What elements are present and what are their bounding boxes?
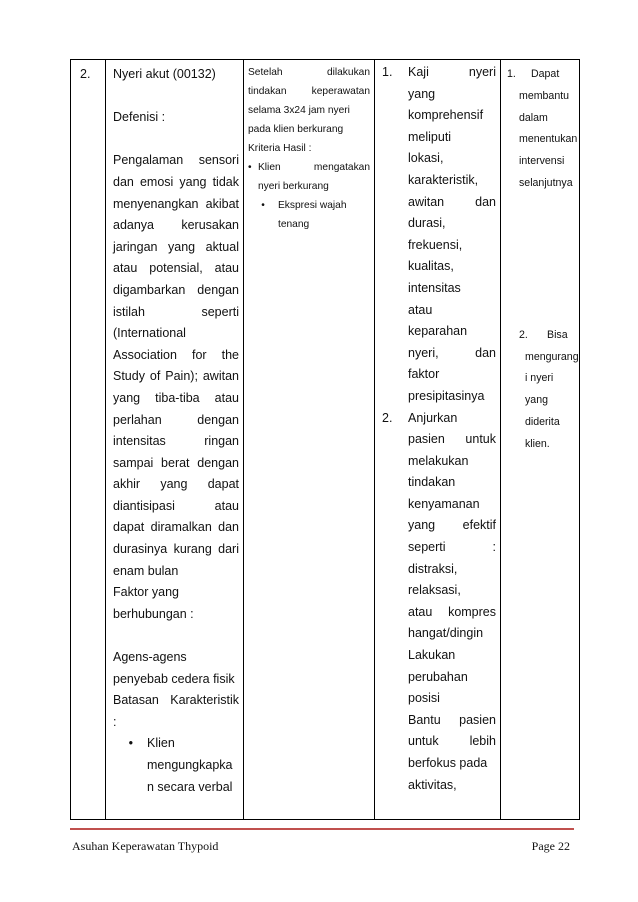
footer-divider — [70, 828, 574, 830]
rationale-cell — [501, 60, 580, 820]
intervention-line: yang — [408, 86, 436, 101]
intervention-line: atau kompres — [408, 604, 496, 619]
row-number-cell — [71, 60, 106, 820]
intervention-line: presipitasinya — [408, 388, 485, 403]
intervention-line: durasi, — [408, 216, 446, 231]
definition-line: Study of Pain); awitan — [113, 369, 239, 384]
bullet-text: n secara verbal — [147, 779, 233, 794]
intervention-line: kenyamanan — [408, 496, 480, 511]
intervention-line: relaksasi, — [408, 583, 461, 598]
intervention-line: posisi — [408, 691, 440, 706]
intervention-line: aktivitas, — [408, 777, 457, 792]
bullet-icon: • — [261, 200, 265, 211]
definition-line: adanya kerusakan — [113, 218, 239, 233]
intervention-line: meliputi — [408, 129, 452, 144]
definition-label: Defenisi : — [113, 110, 166, 125]
definition-line: enam bulan — [113, 563, 179, 578]
intervention-item-2 — [378, 408, 496, 797]
table-row — [71, 60, 580, 820]
criteria-bullet-1 — [248, 158, 370, 177]
rationale-line: i nyeri yang — [525, 372, 554, 407]
definition-line: perlahan dengan — [113, 412, 239, 427]
definition-line: durasinya kurang dari — [113, 542, 239, 557]
intervention-line: frekuensi, — [408, 237, 463, 252]
goals-cell — [244, 60, 375, 820]
intervention-line: Lakukan — [408, 648, 456, 663]
rationale-item-1 — [507, 64, 576, 86]
characteristic-bullet-cont — [113, 777, 239, 799]
intervention-line: distraksi, — [408, 561, 458, 576]
row-number: 2. — [80, 67, 91, 81]
rationale-line: selanjutnya — [519, 176, 573, 189]
goal-line: Setelah dilakukan — [248, 67, 370, 78]
intervention-line: berfokus pada — [408, 756, 488, 770]
intervention-line: lokasi, — [408, 151, 444, 166]
bullet-icon: • — [248, 162, 252, 173]
intervention-line: perubahan — [408, 669, 468, 684]
rationale-line: intervensi — [519, 155, 565, 168]
rationale-line: mengurang — [525, 350, 579, 363]
agents-text: penyebab cedera fisik — [113, 671, 235, 686]
characteristic-bullet-item — [113, 733, 239, 755]
intervention-line: untuk lebih — [408, 734, 496, 749]
definition-line: intensitas ringan — [113, 434, 239, 449]
characteristics-label: Batasan Karakteristik — [113, 693, 239, 708]
rationale-line: Dapat — [531, 68, 560, 80]
rationale-line: menentukan — [519, 133, 578, 146]
bullet-text: Klien — [147, 736, 175, 751]
definition-line: menyenangkan akibat — [113, 196, 239, 211]
related-factors-label: berhubungan : — [113, 606, 194, 621]
goal-line: pada klien berkurang — [248, 124, 344, 135]
related-factors-label: Faktor yang — [113, 585, 180, 600]
intervention-line: karakteristik, — [408, 172, 479, 187]
bullet-text: tenang — [278, 219, 310, 230]
item-number: 2. — [519, 328, 528, 341]
item-number: 1. — [507, 68, 516, 80]
footer-page-number: Page 22 — [531, 839, 570, 853]
intervention-line: seperti : — [408, 540, 496, 555]
intervention-line: Bantu pasien — [408, 712, 496, 727]
rationale-line: Bisa — [547, 328, 568, 341]
intervention-line: Kaji nyeri — [408, 65, 496, 79]
definition-line: Pengalaman sensori — [113, 153, 239, 168]
definition-line: akhir yang dapat — [113, 477, 239, 492]
bullet-text: mengungkapka — [147, 758, 233, 772]
intervention-line: yang efektif — [408, 518, 496, 533]
agents-text: Agens-agens — [113, 650, 187, 665]
definition-text — [113, 150, 239, 582]
intervention-item-1 — [378, 62, 496, 408]
rationale-item-2 — [507, 325, 576, 347]
definition-line: (International — [113, 326, 186, 341]
bullet-text: nyeri berkurang — [258, 181, 329, 192]
bullet-text: Klien mengatakan — [258, 162, 370, 173]
intervention-line: melakukan — [408, 453, 469, 468]
intervention-line: awitan dan — [408, 194, 496, 209]
intervention-line: intensitas — [408, 280, 461, 295]
definition-line: dan emosi yang tidak — [113, 174, 239, 189]
intervention-line: keparahan — [408, 324, 468, 339]
definition-line: dapat diramalkan dan — [113, 520, 239, 535]
criteria-bullet-2 — [248, 196, 370, 215]
intervention-line: Anjurkan — [408, 410, 458, 425]
intervention-line: pasien untuk — [408, 432, 496, 447]
definition-line: digambarkan dengan — [113, 282, 239, 297]
definition-line: yang tiba-tiba atau — [113, 390, 239, 405]
item-number: 1. — [382, 65, 393, 79]
goal-line: tindakan keperawatan — [248, 86, 370, 97]
rationale-line: membantu — [519, 89, 570, 102]
diagnosis-cell — [106, 60, 244, 820]
definition-line: sampai berat dengan — [113, 455, 239, 470]
definition-line: diantisipasi atau — [113, 498, 239, 513]
definition-line: atau potensial, atau — [113, 261, 239, 276]
definition-line: Association for the — [113, 347, 239, 362]
goal-line: selama 3x24 jam nyeri — [248, 105, 350, 116]
interventions-cell — [375, 60, 501, 820]
definition-line: istilah seperti — [113, 304, 239, 319]
footer-document-title: Asuhan Keperawatan Thypoid — [72, 839, 219, 853]
item-number: 2. — [382, 410, 393, 425]
nursing-care-table — [70, 59, 580, 820]
characteristic-bullet-cont — [113, 755, 239, 777]
bullet-text: Ekspresi wajah — [278, 200, 347, 211]
rationale-line: diderita — [525, 415, 560, 428]
criteria-label: Kriteria Hasil : — [248, 143, 312, 154]
intervention-line: atau — [408, 302, 433, 317]
diagnosis-title: Nyeri akut (00132) — [113, 67, 216, 81]
intervention-line: kualitas, — [408, 259, 454, 274]
bullet-icon: • — [128, 736, 133, 751]
intervention-line: faktor — [408, 367, 440, 382]
intervention-line: nyeri, dan — [408, 345, 496, 360]
rationale-line: klien. — [525, 437, 550, 450]
definition-line: jaringan yang aktual — [113, 239, 239, 254]
intervention-line: hangat/dingin — [408, 626, 484, 641]
rationale-line: dalam — [519, 111, 548, 124]
intervention-line: tindakan — [408, 475, 456, 490]
characteristics-label: : — [113, 714, 117, 729]
intervention-line: komprehensif — [408, 108, 484, 123]
